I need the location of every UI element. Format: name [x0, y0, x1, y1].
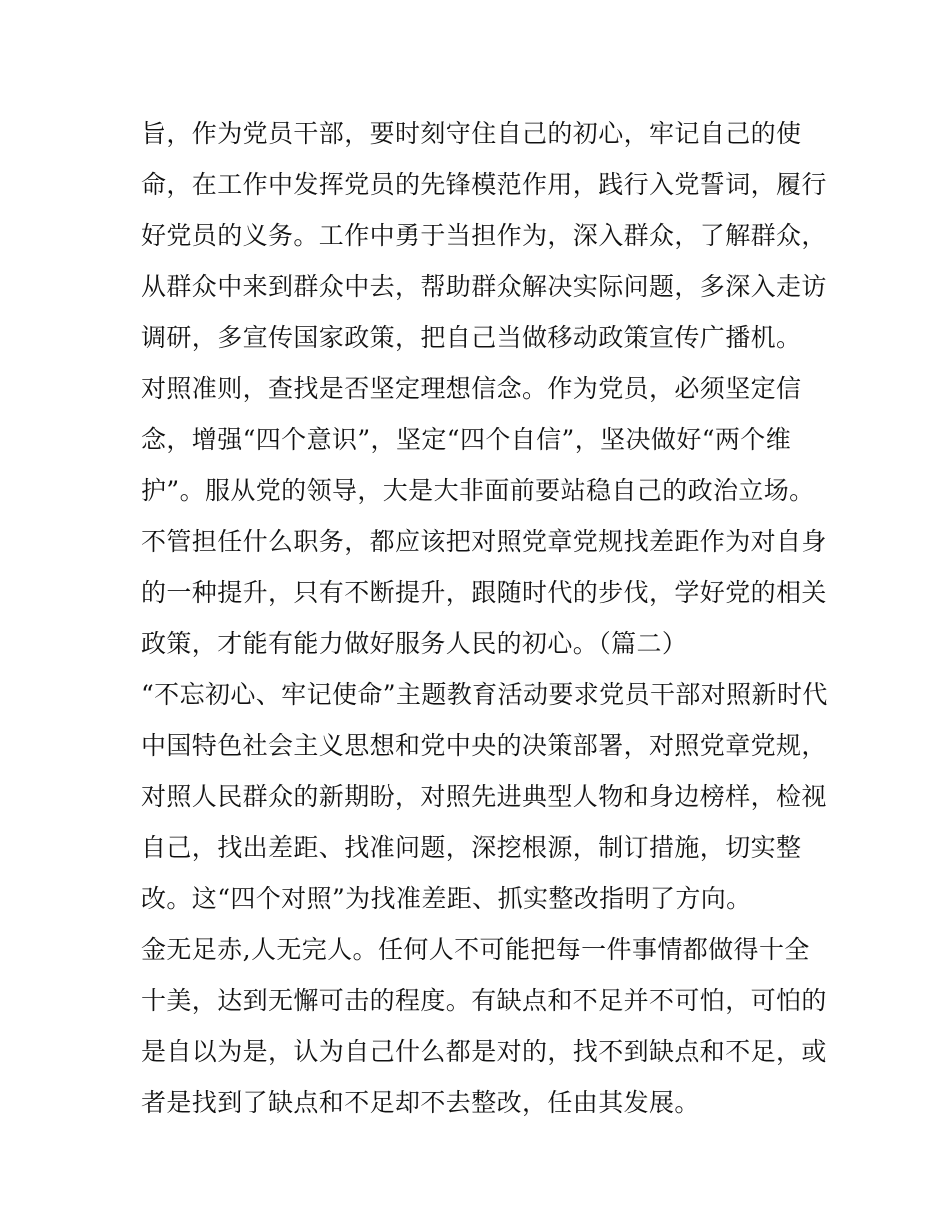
text-line: 好党员的义务。工作中勇于当担作为，深入群众，了解群众，	[141, 221, 827, 250]
text-line: 中国特色社会主义思想和党中央的决策部署，对照党章党规，	[141, 731, 827, 760]
text-line: 十美，达到无懈可击的程度。有缺点和不足并不可怕，可怕的	[141, 986, 827, 1015]
text-line: 调研，多宣传国家政策，把自己当做移动政策宣传广播机。	[141, 323, 802, 352]
text-line: 是自以为是，认为自己什么都是对的，找不到缺点和不足，或	[141, 1037, 827, 1066]
text-line: 改。这“四个对照”为找准差距、抓实整改指明了方向。	[141, 884, 752, 913]
text-line: 念，增强“四个意识”，坚定“四个自信”，坚决做好“两个维	[141, 425, 792, 454]
body-text	[141, 108, 828, 1128]
text-line: 者是找到了缺点和不足却不去整改，任由其发展。	[141, 1088, 700, 1117]
text-line: 命，在工作中发挥党员的先锋模范作用，践行入党誓词，履行	[141, 170, 827, 199]
text-line: 自己，找出差距、找准问题，深挖根源，制订措施，切实整	[141, 833, 802, 862]
text-line: 不管担任什么职务，都应该把对照党章党规找差距作为对自身	[141, 527, 827, 556]
text-line: 的一种提升，只有不断提升，跟随时代的步伐，学好党的相关	[141, 578, 827, 607]
text-line: 护”。服从党的领导，大是大非面前要站稳自己的政治立场。	[141, 476, 815, 505]
text-line: 旨，作为党员干部，要时刻守住自己的初心，牢记自己的使	[141, 119, 802, 148]
text-line: 政策，才能有能力做好服务人民的初心。（篇二）	[141, 629, 688, 658]
text-line: “不忘初心、牢记使命”主题教育活动要求党员干部对照新时代	[141, 680, 828, 709]
text-line: 金无足赤,人无完人。任何人不可能把每一件事情都做得十全	[141, 935, 810, 964]
text-line: 对照人民群众的新期盼，对照先进典型人物和身边榜样，检视	[141, 782, 827, 811]
text-line: 从群众中来到群众中去，帮助群众解决实际问题，多深入走访	[141, 272, 827, 301]
text-line: 对照准则，查找是否坚定理想信念。作为党员，必须坚定信	[141, 374, 802, 403]
